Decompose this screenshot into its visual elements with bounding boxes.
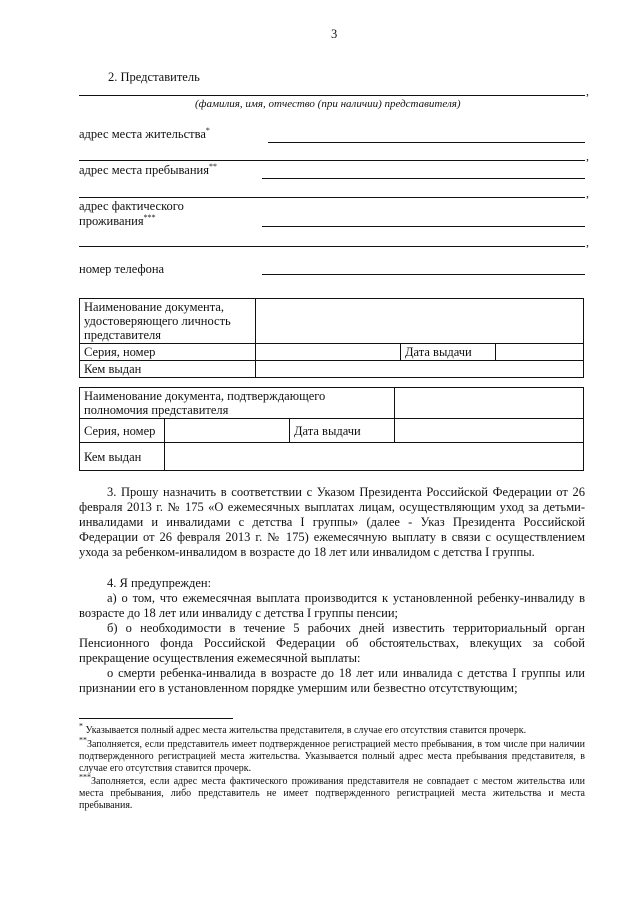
item-4a-paragraph: а) о том, что ежемесячная выплата производится к установленной ребенку-инвалиду в возрасте до 18 лет или инвалиду с детства I группы пенсии;: [79, 591, 585, 620]
residence-field-2[interactable]: [79, 160, 585, 161]
authority-doc-table: [79, 387, 584, 471]
page-number: 3: [331, 27, 338, 41]
identity-issued-field[interactable]: [256, 361, 584, 378]
stay-label: адрес места пребывания**: [79, 161, 217, 177]
actual-field-2[interactable]: [79, 246, 585, 247]
phone-label: номер телефона: [79, 262, 165, 276]
identity-series-field[interactable]: [256, 344, 401, 361]
authority-doc-name-label: Наименование документа, подтверждающего полномочия представителя: [80, 388, 395, 419]
item-4c-paragraph: о смерти ребенка-инвалида в возрасте до 18 лет или инвалида с детства I группы или признании его в установленном порядке умершим или безвестно отсутствующим;: [79, 666, 585, 695]
actual-field[interactable]: [262, 226, 585, 227]
actual-label-line1: адрес фактического: [79, 199, 184, 213]
residence-label: адрес места жительства*: [79, 125, 210, 141]
authority-date-field[interactable]: [395, 419, 584, 443]
footnote-separator: [79, 718, 233, 719]
item-4-title: 4. Я предупрежден:: [107, 576, 212, 590]
section-title: 2. Представитель: [108, 70, 200, 84]
identity-doc-name-label: Наименование документа, удостоверяющего личность представителя: [80, 299, 256, 344]
identity-issued-label: Кем выдан: [80, 361, 256, 378]
stay-field-2[interactable]: [79, 197, 585, 198]
footnote-3: ***Заполняется, если адрес места фактического проживания представителя не совпадает с местом жительства или места пребывания, либо представитель не имеет подтвержденного регистрацией места жительства и места пребывания.: [79, 772, 585, 811]
comma: ,: [586, 186, 589, 200]
identity-series-label: Серия, номер: [80, 344, 256, 361]
phone-field[interactable]: [262, 274, 585, 275]
identity-doc-name-field[interactable]: [256, 299, 584, 344]
residence-field[interactable]: [268, 142, 585, 143]
authority-series-label: Серия, номер: [80, 419, 165, 443]
fio-caption: (фамилия, имя, отчество (при наличии) представителя): [195, 98, 461, 110]
authority-issued-field[interactable]: [165, 443, 584, 471]
footnote-1: * Указывается полный адрес места жительства представителя, в случае его отсутствия ставится прочерк.: [79, 721, 527, 736]
item-4b-paragraph: б) о необходимости в течение 5 рабочих дней известить территориальный орган Пенсионного фонда Российской Федерации об обстоятельствах, влекущих за собой прекращение осуществления ежемесячной выплаты:: [79, 621, 585, 665]
authority-issued-label: Кем выдан: [80, 443, 165, 471]
identity-date-field[interactable]: [496, 344, 584, 361]
fio-field[interactable]: [79, 95, 585, 96]
comma: ,: [586, 84, 589, 98]
identity-date-label: Дата выдачи: [401, 344, 496, 361]
identity-doc-table: [79, 298, 584, 378]
comma: ,: [586, 149, 589, 163]
footnote-2: **Заполняется, если представитель имеет подтвержденное регистрацией место пребывания, в том числе при наличии подтвержденного регистрацией места жительства. Указывается полный адрес места пребывания представителя, в случае его отсутствия ставится прочерк.: [79, 735, 585, 774]
authority-date-label: Дата выдачи: [290, 419, 395, 443]
item-3-paragraph: 3. Прошу назначить в соответствии с Указом Президента Российской Федерации от 26 февраля 2013 г. № 175 «О ежемесячных выплатах лицам, осуществляющим уход за детьми-инвалидами и инвалидами с детства I группы» (далее - Указ Президента Российской Федерации от 26 февраля 2013 г. № 175) ежемесячную выплату в связи с осуществлением ухода за ребенком-инвалидом в возрасте до 18 лет или инвалидом с детства I группы.: [79, 485, 585, 559]
stay-field[interactable]: [262, 178, 585, 179]
comma: ,: [586, 235, 589, 249]
actual-label-line2: проживания***: [79, 212, 156, 228]
authority-doc-name-field[interactable]: [395, 388, 584, 419]
authority-series-field[interactable]: [165, 419, 290, 443]
